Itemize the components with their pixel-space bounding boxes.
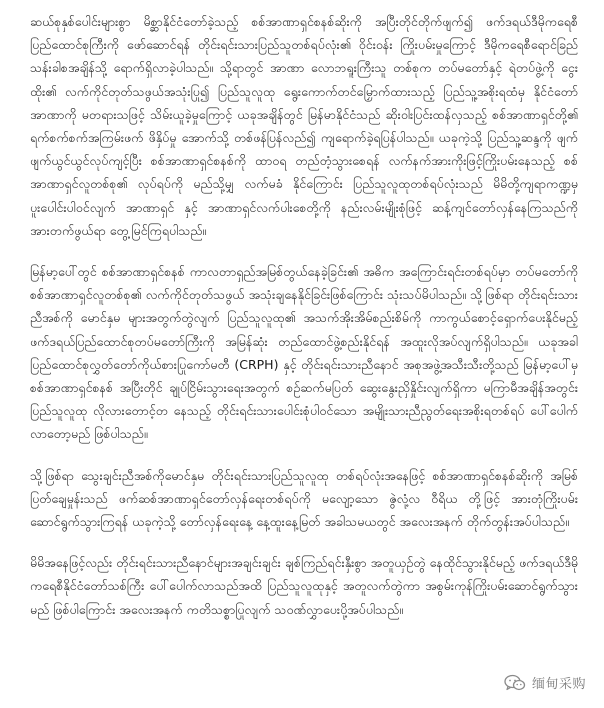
paragraph-3: သို့ဖြစ်ရာ သွေးချင်းညီအစ်ကိုမောင်နှမ တိုင်းရင်းသားပြည်သူလူထု တစ်ရပ်လုံးအနေဖြင့် စစ်အာဏာရှင်စနစ်ဆိုးကို အမြစ်ပြတ်ချေမှုန်းသည် ဖက်ဆစ်အာဏာရှင်တော်လှန်ရေးတစ်ရပ်ကို မလျော့သော ဇွဲလုံ့လ ဝီရိယ တို့ဖြင့် အားတုံကြိုးပမ်းဆောင်ရွက်သွားကြရန် ယခုကဲ့သို့ တော်လှန်ရေးနေ့ နေ့ထူးနေ့မြတ် အခါသမယတွင် အလေးအနက် တိုက်တွန်းအပ်ပါသည်။ — [30, 467, 578, 530]
wechat-icon — [504, 674, 526, 692]
paragraph-4: မိမိအနေဖြင့်လည်း တိုင်းရင်းသားညီနောင်များအချင်းချင်း ချစ်ကြည်ရင်းနှီးစွာ အတူယှဉ်တွဲ နေထိုင်သွားနိုင်မည့် ဖက်ဒရယ်ဒီမိုကရေစီနိုင်ငံတော်သစ်ကြီး ပေါ်ပေါက်လာသည်အထိ ပြည်သူလူထုနှင့် အတူလက်တွဲကာ အစွမ်းကုန်ကြိုးပမ်းဆောင်ရွက်သွားမည် ဖြစ်ပါကြောင်း အလေးအနက် ကတိသစ္စာပြုလျက် သဝဏ်လွှာပေးပို့အပ်ပါသည်။ — [30, 555, 578, 617]
paragraph-2: မြန်မာ့ပေါ်တွင် စစ်အာဏာရှင်စနစ် ကာလတာရှည်အမြစ်တွယ်နေခဲ့ခြင်း၏ အဓိက အကြောင်းရင်းတစ်ရပ်မှာ တပ်မတော်ကို စစ်အာဏာရှင်လူတစ်စု၏ လက်ကိုင်တုတ်သဖွယ် အသုံးချနေနိုင်ခြင်းဖြစ်ကြောင်း သုံးသပ်မိပါသည်။ သို့ဖြစ်ရာ တိုင်းရင်းသားညီအစ်ကို မောင်နှမ များအတွက်တွဲလျက် ပြည်သူလူထု၏ အသက်အိုးအိမ်စည်းစိမ်ကို ကာကွယ်စောင့်ရှောက်ပေးနိုင်မည့် ဖက်ဒရယ်ပြည်ထောင်စုတပ်မတော်ကြီးကို အမြန်ဆုံး တည်ထောင်ဖွဲ့စည်းနိုင်ရန် အထူးလိုအပ်လျက်ရှိပါသည်။ ယခုအခါ ပြည်ထောင်စုလွှတ်တော်ကိုယ်စားပြုကော်မတီ (CRPH) နှင့် တိုင်းရင်းသားညီနောင် အစုအဖွဲ့အသီးသီးတို့သည် မြန်မာ့ပေါ်မှ စစ်အာဏာရှင်စနစ် အပြီးတိုင် ချုပ်ငြိမ်းသွားရေးအတွက် စဉ်ဆက်မပြတ် ဆွေးနွေးညှိနှိုင်းလျက်ရှိကာ မကြာမီအချိန်အတွင်း ပြည်သူလူထု လိုလားတောင့်တ နေသည့် တိုင်းရင်းသားပေါင်းစုံပါဝင်သော အမျိုးသားညီညွတ်ရေးအစိုးရတစ်ရပ် ပေါ်ပေါက်လာတော့မည် ဖြစ်ပါသည်။ — [30, 264, 578, 442]
watermark-text: 缅甸采购 — [531, 677, 586, 692]
document-body — [30, 8, 578, 621]
wechat-watermark — [500, 671, 590, 694]
paragraph-1: ဆယ်စုနှစ်ပေါင်းများစွာ မိစ္ဆာနိုင်ငံတော်ခဲ့သည့် စစ်အာဏာရှင်စနစ်ဆိုးကို အပြီးတိုင်တိုက်ဖျက်၍ ဖက်ဒရယ်ဒီမိုကရေစီပြည်ထောင်စုကြီးကို ဖော်ဆောင်ရန် တိုင်းရင်းသားပြည်သူတစ်ရပ်လုံး၏ ဝိုင်းဝန်း ကြိုးပမ်းမှုကြောင့် ဒီမိုကရေစီရောင်ခြည် သန်းခါစအချိန်သို့ ရောက်ရှိလာခဲ့ပါသည်။ သို့ရာတွင် အာဏာ လောဘရူးကြီးသူ တစ်စုက တပ်မတော်နှင့် ရဲတပ်ဖွဲ့ကို ငွေးထိုး၏ လက်ကိုင်တုတ်သဖွယ်အသုံးပြု၍ ပြည်သူလူထု ရွေးကောက်တင်မြှောက်ထားသည့် ပြည်သူ့အစိုးရထံမှ နိုင်ငံတော်အာဏာကို မတရားသဖြင့် သိမ်းယူခဲ့မှုကြောင့် ယခုအချိန်တွင် မြန်မာနိုင်ငံသည် ဆိုးဝါးပြင်းထန်လှသည့် စစ်အာဏာရှင်တို့၏ ရက်စက်စက်အကြမ်းဖက် ဖိနှိပ်မှု အောက်သို့ တစ်ဖန်ပြန်လည်၍ ကျရောက်ခဲ့ရပြန်ပါသည်။ ယခုကဲ့သို့ ပြည်သူ့ဆန္ဒကို ဖျက်ဖျက်ယွင်ယွင်လုပ်ကျင့်ပြီး စစ်အာဏာရှင်စနစ်ကို ထာဝရ တည်တံ့သွားစေရန် လက်နက်အားကိုးဖြင့်ကြိုးပမ်းနေသည့် စစ်အာဏာရှင်လူတစ်စု၏ လုပ်ရပ်ကို မည်သို့မျှ လက်မခံ နိုင်ကြောင်း ပြည်သူလူထုတစ်ရပ်လုံးသည် မိမိတို့ကျရာကဏ္ဍမှ ပူးပေါင်းပါဝင်လျက် အာဏာရှင် နှင့် အာဏာရှင်လက်ပါးစေတို့ကို နည်းလမ်းမျိုးစုံဖြင့် ဆန့်ကျင်တော်လှန်နေကြသည်ကို အားတက်ဖွယ်ရာ တွေ့မြင်ကြရပါသည်။ — [30, 14, 578, 238]
